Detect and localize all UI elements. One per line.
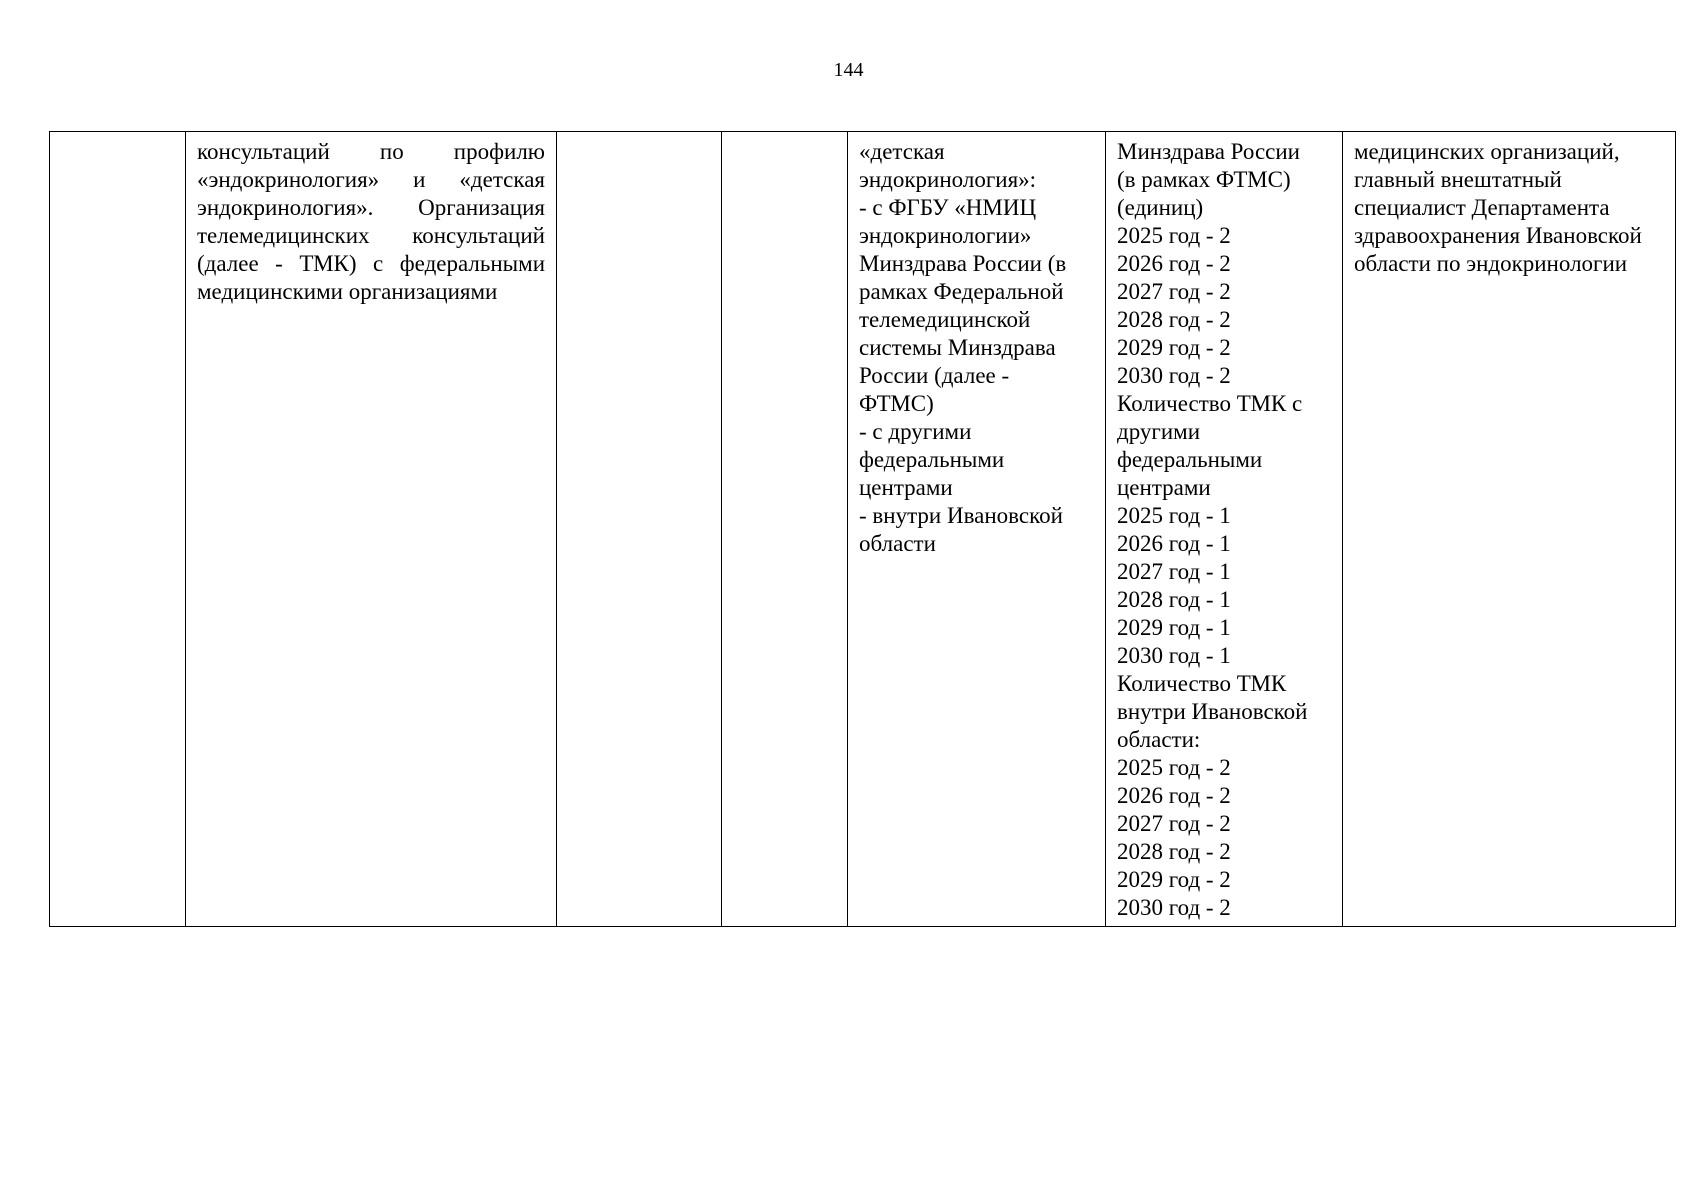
- indicator-line: 2029 год - 2: [1117, 867, 1231, 892]
- indicator-line: 2026 год - 2: [1117, 251, 1231, 276]
- tmk-description-line: ФТМС): [859, 391, 934, 416]
- tmk-description-lines: [859, 138, 1094, 558]
- cell-responsible: [1343, 132, 1676, 927]
- responsible-line: здравоохранения Ивановской: [1354, 223, 1642, 248]
- indicator-line: 2026 год - 1: [1117, 531, 1231, 556]
- measures-table: [49, 131, 1676, 927]
- tmk-description-line: России (далее -: [859, 363, 1010, 388]
- page-number: 144: [833, 59, 864, 81]
- tmk-description-line: - внутри Ивановской: [859, 503, 1063, 528]
- tmk-description-line: федеральными: [859, 447, 1005, 472]
- indicator-line: 2029 год - 2: [1117, 335, 1231, 360]
- indicator-line: 2025 год - 1: [1117, 503, 1231, 528]
- indicator-line: 2027 год - 1: [1117, 559, 1231, 584]
- indicator-line: 2028 год - 1: [1117, 587, 1231, 612]
- indicator-line: 2030 год - 1: [1117, 643, 1231, 668]
- tmk-description-line: эндокринологии»: [859, 223, 1032, 248]
- tmk-description-line: рамках Федеральной: [859, 279, 1064, 304]
- tmk-description-line: телемедицинской: [859, 307, 1031, 332]
- tmk-description-line: - с ФГБУ «НМИЦ: [859, 195, 1037, 220]
- indicator-line: 2027 год - 2: [1117, 279, 1231, 304]
- indicator-line: Количество ТМК: [1117, 671, 1287, 696]
- responsible-line: главный внештатный: [1354, 167, 1562, 192]
- cell-empty-3: [557, 132, 722, 927]
- tmk-description-line: «детская: [859, 139, 945, 164]
- indicator-line: центрами: [1117, 475, 1211, 500]
- indicator-line: области:: [1117, 727, 1201, 752]
- indicator-line: Минздрава России: [1117, 139, 1300, 164]
- cell-empty-4: [722, 132, 848, 927]
- cell-number: [50, 132, 186, 927]
- indicator-line: 2027 год - 2: [1117, 811, 1231, 836]
- indicator-line: 2030 год - 2: [1117, 363, 1231, 388]
- responsible-lines: [1354, 138, 1664, 278]
- tmk-description-line: области: [859, 531, 936, 556]
- indicator-lines: [1117, 138, 1331, 922]
- indicator-line: 2029 год - 1: [1117, 615, 1231, 640]
- indicator-line: 2025 год - 2: [1117, 755, 1231, 780]
- indicator-line: Количество ТМК с: [1117, 391, 1303, 416]
- indicator-line: 2030 год - 2: [1117, 895, 1231, 920]
- indicator-line: федеральными: [1117, 447, 1263, 472]
- tmk-description-line: системы Минздрава: [859, 335, 1056, 360]
- indicator-line: другими: [1117, 419, 1201, 444]
- indicator-line: (единиц): [1117, 195, 1204, 220]
- indicator-line: 2025 год - 2: [1117, 223, 1231, 248]
- responsible-line: специалист Департамента: [1354, 195, 1610, 220]
- cell-measure-description: консультаций по профилю «эндокринология» и «детская эндокринология». Организация телемедицинских консультаций (далее - ТМК) с федеральными медицинскими организациями: [186, 132, 557, 927]
- indicator-line: (в рамках ФТМС): [1117, 167, 1291, 192]
- responsible-line: области по эндокринологии: [1354, 251, 1628, 276]
- indicator-line: внутри Ивановской: [1117, 699, 1308, 724]
- table-row: [50, 132, 1676, 927]
- tmk-description-line: - с другими: [859, 419, 972, 444]
- tmk-description-line: эндокринология»:: [859, 167, 1037, 192]
- cell-tmk-description: [848, 132, 1106, 927]
- tmk-description-line: центрами: [859, 475, 953, 500]
- tmk-description-line: Минздрава России (в: [859, 251, 1067, 276]
- indicator-line: 2028 год - 2: [1117, 307, 1231, 332]
- indicator-line: 2026 год - 2: [1117, 783, 1231, 808]
- responsible-line: медицинских организаций,: [1354, 139, 1620, 164]
- cell-indicators: [1106, 132, 1343, 927]
- indicator-line: 2028 год - 2: [1117, 839, 1231, 864]
